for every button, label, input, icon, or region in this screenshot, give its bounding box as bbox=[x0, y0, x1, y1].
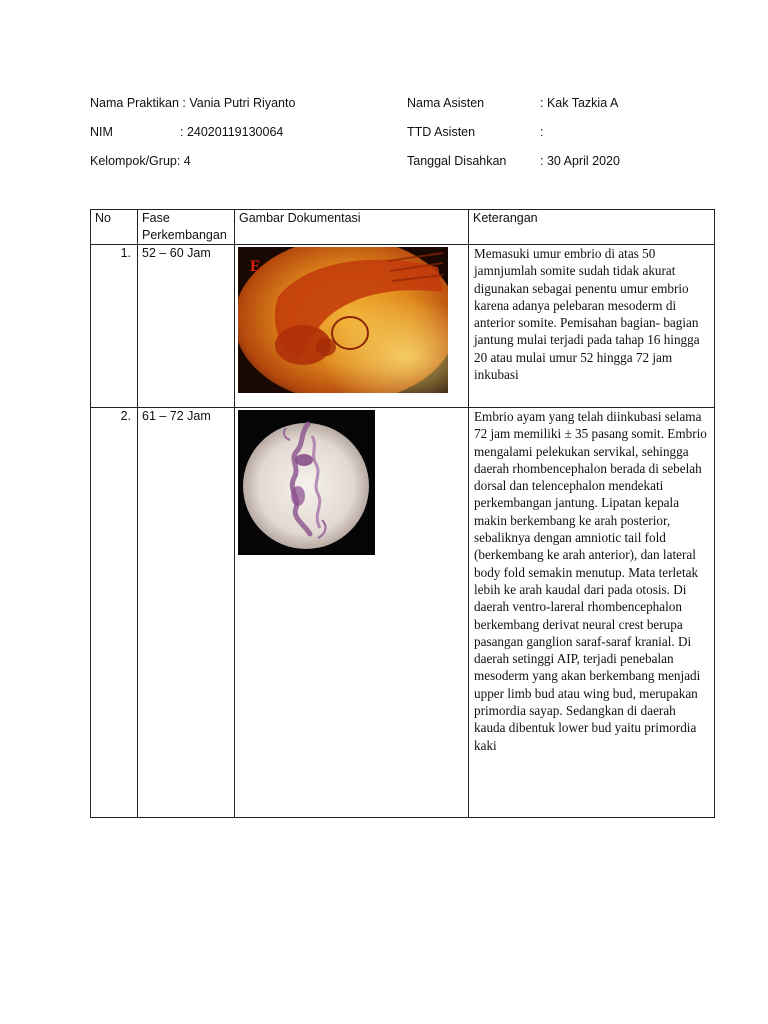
kelompok: Kelompok/Grup: 4 bbox=[90, 154, 191, 168]
table-header-row bbox=[91, 210, 715, 245]
nama-asisten-label: Nama Asisten bbox=[407, 96, 485, 110]
embryo-61-72h-photo bbox=[238, 410, 375, 555]
nama-praktikan: Nama Praktikan : Vania Putri Riyanto bbox=[90, 96, 296, 110]
nim-label: NIM bbox=[90, 125, 113, 139]
row-image-cell bbox=[235, 245, 469, 408]
nim-value: : 24020119130064 bbox=[180, 125, 284, 139]
col-gambar-header: Gambar Dokumentasi bbox=[235, 210, 469, 245]
embryo-52-60h-photo bbox=[238, 247, 448, 393]
ttd-asisten-value: : bbox=[540, 125, 544, 139]
col-no-header: No bbox=[91, 210, 138, 245]
row-description: Embrio ayam yang telah diinkubasi selama 72 jam memiliki ± 35 pasang somit. Embrio mengalami pelekukan servikal, sehingga daerah rhombencephalon berada di sebelah dorsal dan telencephalon mendekati perkembangan jantung. Lipatan kepala makin berkembang ke arah posterior, sebaliknya dengan amniotic tail fold (berkembang ke arah anterior), dan lateral body fold semakin menutup. Mata terletak lebih ke arah kaudal dari pada otosis. Di daerah ventro-lareral rhombencephalon berkembang derivat neural crest berupa pasangan ganglion saraf-saraf kranial. Di daerah setinggi AIP, terjadi penebalan mesoderm yang akan berkembang menjadi upper limb bud atau wing bud, merupakan primordia sayap. Sedangkan di daerah kauda dibentuk lower bud yaitu primordia kaki bbox=[469, 408, 715, 818]
tanggal-disahkan-label: Tanggal Disahkan bbox=[407, 154, 507, 168]
table-row bbox=[91, 408, 715, 818]
row-phase: 61 – 72 Jam bbox=[138, 408, 235, 818]
image-label-e: E bbox=[250, 258, 261, 275]
tanggal-disahkan-value: : 30 April 2020 bbox=[540, 154, 620, 168]
ttd-asisten-label: TTD Asisten bbox=[407, 125, 476, 139]
row-number: 2. bbox=[91, 408, 138, 818]
documentation-table bbox=[90, 209, 715, 818]
col-fase-line-1: Fase bbox=[142, 211, 170, 225]
row-image-cell bbox=[235, 408, 469, 818]
table-row bbox=[91, 245, 715, 408]
nama-asisten-value: : Kak Tazkia A bbox=[540, 96, 619, 110]
row-number: 1. bbox=[91, 245, 138, 408]
col-fase-header bbox=[138, 210, 235, 245]
row-description: Memasuki umur embrio di atas 50 jamnjumlah somite sudah tidak akurat digunakan sebagai penentu umur embrio karena adanya pelebaran mesoderm di anterior somite. Pemisahan bagian- bagian jantung mulai terjadi pada tahap 16 hingga 20 atau mulai umur 52 hingga 72 jam inkubasi bbox=[469, 245, 715, 408]
col-fase-line-2: Perkembangan bbox=[142, 228, 227, 242]
row-phase: 52 – 60 Jam bbox=[138, 245, 235, 408]
col-keterangan-header: Keterangan bbox=[469, 210, 715, 245]
